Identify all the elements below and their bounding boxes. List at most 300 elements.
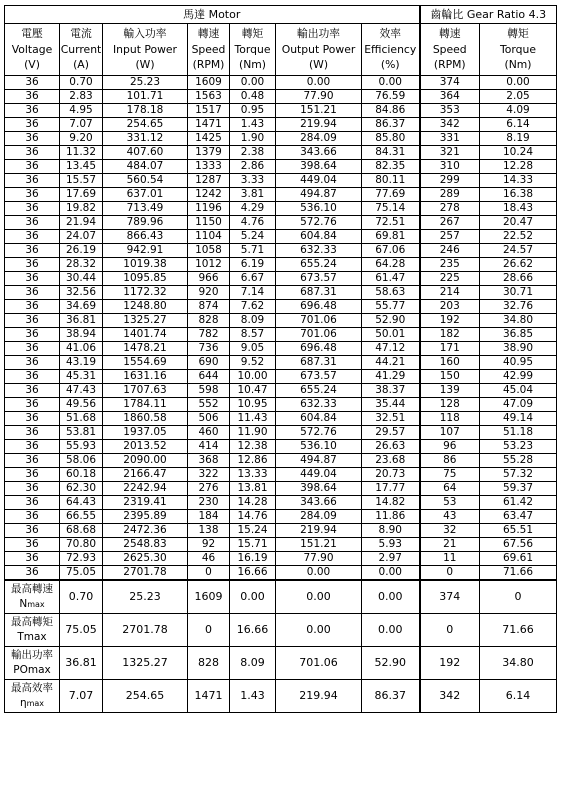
summary-label <box>5 614 60 647</box>
header-line: (A) <box>73 58 89 72</box>
cell-gear-speed: 107 <box>420 426 480 440</box>
cell-gear-torque: 71.66 <box>480 566 557 581</box>
table-row <box>5 482 557 496</box>
cell-output-power: 219.94 <box>276 524 362 538</box>
cell-efficiency: 86.37 <box>362 118 420 132</box>
cell-gear-speed: 11 <box>420 552 480 566</box>
cell-current: 72.93 <box>60 552 103 566</box>
table-row <box>5 356 557 370</box>
cell-voltage: 36 <box>5 370 60 384</box>
cell-torque: 6.19 <box>230 258 276 272</box>
cell-input-power: 2395.89 <box>103 510 188 524</box>
header-line: 轉矩 <box>507 27 529 41</box>
cell-gear-speed: 364 <box>420 90 480 104</box>
cell-voltage: 36 <box>5 132 60 146</box>
cell-gear-speed: 96 <box>420 440 480 454</box>
cell-input-power: 942.91 <box>103 244 188 258</box>
cell-gear-torque: 61.42 <box>480 496 557 510</box>
cell-efficiency: 0.00 <box>362 76 420 90</box>
cell-torque: 0.00 <box>230 76 276 90</box>
summary-cell-output-power: 701.06 <box>276 647 362 680</box>
cell-gear-torque: 55.28 <box>480 454 557 468</box>
cell-current: 51.68 <box>60 412 103 426</box>
cell-efficiency: 0.00 <box>362 566 420 581</box>
cell-voltage: 36 <box>5 412 60 426</box>
cell-gear-speed: 53 <box>420 496 480 510</box>
header-line: Input Power <box>112 42 178 56</box>
cell-current: 26.19 <box>60 244 103 258</box>
cell-input-power: 2319.41 <box>103 496 188 510</box>
cell-current: 43.19 <box>60 356 103 370</box>
cell-input-power: 1248.80 <box>103 300 188 314</box>
cell-gear-speed: 128 <box>420 398 480 412</box>
cell-speed: 138 <box>188 524 230 538</box>
cell-torque: 16.66 <box>230 566 276 581</box>
table-row <box>5 384 557 398</box>
summary-row <box>5 580 557 614</box>
cell-output-power: 284.09 <box>276 132 362 146</box>
cell-gear-torque: 2.05 <box>480 90 557 104</box>
header-gear-torque <box>480 24 557 76</box>
cell-voltage: 36 <box>5 482 60 496</box>
cell-input-power: 1172.32 <box>103 286 188 300</box>
cell-output-power: 572.76 <box>276 216 362 230</box>
cell-input-power: 560.54 <box>103 174 188 188</box>
cell-torque: 9.52 <box>230 356 276 370</box>
cell-efficiency: 41.29 <box>362 370 420 384</box>
cell-input-power: 1095.85 <box>103 272 188 286</box>
cell-output-power: 632.33 <box>276 398 362 412</box>
cell-input-power: 2701.78 <box>103 566 188 581</box>
cell-input-power: 1325.27 <box>103 314 188 328</box>
cell-voltage: 36 <box>5 272 60 286</box>
cell-gear-torque: 20.47 <box>480 216 557 230</box>
cell-current: 7.07 <box>60 118 103 132</box>
cell-current: 34.69 <box>60 300 103 314</box>
cell-torque: 3.33 <box>230 174 276 188</box>
cell-gear-torque: 34.80 <box>480 314 557 328</box>
cell-gear-speed: 214 <box>420 286 480 300</box>
cell-voltage: 36 <box>5 216 60 230</box>
cell-efficiency: 75.14 <box>362 202 420 216</box>
cell-speed: 1425 <box>188 132 230 146</box>
cell-input-power: 2090.00 <box>103 454 188 468</box>
header-voltage <box>5 24 60 76</box>
cell-output-power: 701.06 <box>276 314 362 328</box>
summary-label <box>5 647 60 680</box>
table-row <box>5 566 557 581</box>
cell-speed: 46 <box>188 552 230 566</box>
cell-current: 30.44 <box>60 272 103 286</box>
summary-cell-gear-speed: 192 <box>420 647 480 680</box>
cell-gear-torque: 32.76 <box>480 300 557 314</box>
cell-speed: 736 <box>188 342 230 356</box>
cell-gear-torque: 63.47 <box>480 510 557 524</box>
table-row <box>5 118 557 132</box>
cell-torque: 5.24 <box>230 230 276 244</box>
cell-torque: 3.81 <box>230 188 276 202</box>
cell-voltage: 36 <box>5 244 60 258</box>
cell-torque: 11.90 <box>230 426 276 440</box>
cell-current: 38.94 <box>60 328 103 342</box>
cell-input-power: 407.60 <box>103 146 188 160</box>
cell-input-power: 1860.58 <box>103 412 188 426</box>
cell-output-power: 673.57 <box>276 370 362 384</box>
header-line: (Nm) <box>238 58 267 72</box>
cell-input-power: 1019.38 <box>103 258 188 272</box>
cell-efficiency: 17.77 <box>362 482 420 496</box>
cell-output-power: 687.31 <box>276 286 362 300</box>
header-line: Speed <box>191 42 226 56</box>
cell-gear-torque: 22.52 <box>480 230 557 244</box>
cell-efficiency: 8.90 <box>362 524 420 538</box>
header-speed <box>188 24 230 76</box>
cell-output-power: 343.66 <box>276 496 362 510</box>
cell-output-power: 77.90 <box>276 90 362 104</box>
cell-output-power: 687.31 <box>276 356 362 370</box>
cell-input-power: 484.07 <box>103 160 188 174</box>
summary-symbol-subscript: max <box>26 699 45 708</box>
cell-output-power: 572.76 <box>276 426 362 440</box>
table-row <box>5 202 557 216</box>
cell-efficiency: 67.06 <box>362 244 420 258</box>
cell-speed: 1287 <box>188 174 230 188</box>
cell-gear-torque: 69.61 <box>480 552 557 566</box>
cell-speed: 966 <box>188 272 230 286</box>
summary-row <box>5 647 557 680</box>
cell-output-power: 219.94 <box>276 118 362 132</box>
cell-output-power: 536.10 <box>276 202 362 216</box>
cell-efficiency: 80.11 <box>362 174 420 188</box>
table-row <box>5 300 557 314</box>
header-line: 轉速 <box>197 27 220 41</box>
summary-symbol-subscript: max <box>27 600 45 609</box>
table-row <box>5 104 557 118</box>
cell-output-power: 696.48 <box>276 342 362 356</box>
cell-gear-torque: 40.95 <box>480 356 557 370</box>
cell-input-power: 2472.36 <box>103 524 188 538</box>
cell-gear-torque: 51.18 <box>480 426 557 440</box>
cell-gear-speed: 289 <box>420 188 480 202</box>
summary-cell-input-power: 2701.78 <box>103 614 188 647</box>
cell-speed: 414 <box>188 440 230 454</box>
cell-voltage: 36 <box>5 286 60 300</box>
cell-current: 9.20 <box>60 132 103 146</box>
cell-gear-torque: 14.33 <box>480 174 557 188</box>
cell-output-power: 494.87 <box>276 188 362 202</box>
cell-gear-speed: 118 <box>420 412 480 426</box>
cell-gear-speed: 331 <box>420 132 480 146</box>
cell-gear-torque: 36.85 <box>480 328 557 342</box>
header-line: (V) <box>24 58 40 72</box>
cell-gear-speed: 139 <box>420 384 480 398</box>
cell-efficiency: 29.57 <box>362 426 420 440</box>
cell-gear-torque: 26.62 <box>480 258 557 272</box>
summary-cell-gear-torque: 6.14 <box>480 680 557 713</box>
summary-cell-speed: 828 <box>188 647 230 680</box>
header-input-power <box>103 24 188 76</box>
cell-gear-torque: 67.56 <box>480 538 557 552</box>
cell-voltage: 36 <box>5 76 60 90</box>
cell-gear-torque: 0.00 <box>480 76 557 90</box>
cell-torque: 15.24 <box>230 524 276 538</box>
cell-gear-speed: 342 <box>420 118 480 132</box>
header-output-power <box>276 24 362 76</box>
table-row <box>5 146 557 160</box>
cell-gear-torque: 45.04 <box>480 384 557 398</box>
cell-torque: 13.33 <box>230 468 276 482</box>
cell-current: 53.81 <box>60 426 103 440</box>
summary-row <box>5 614 557 647</box>
cell-gear-speed: 150 <box>420 370 480 384</box>
summary-symbol: POmax <box>13 664 51 676</box>
summary-cell-speed: 1609 <box>188 580 230 614</box>
summary-cell-efficiency: 86.37 <box>362 680 420 713</box>
cell-current: 55.93 <box>60 440 103 454</box>
cell-gear-torque: 57.32 <box>480 468 557 482</box>
cell-speed: 0 <box>188 566 230 581</box>
cell-current: 68.68 <box>60 524 103 538</box>
cell-voltage: 36 <box>5 174 60 188</box>
cell-voltage: 36 <box>5 104 60 118</box>
summary-cell-efficiency: 0.00 <box>362 614 420 647</box>
cell-torque: 10.95 <box>230 398 276 412</box>
cell-voltage: 36 <box>5 524 60 538</box>
summary-label-zh: 最高轉速 <box>11 583 53 595</box>
cell-gear-torque: 12.28 <box>480 160 557 174</box>
cell-speed: 368 <box>188 454 230 468</box>
cell-efficiency: 72.51 <box>362 216 420 230</box>
header-current <box>60 24 103 76</box>
header-gear-speed <box>420 24 480 76</box>
cell-speed: 782 <box>188 328 230 342</box>
cell-gear-speed: 257 <box>420 230 480 244</box>
summary-label-zh: 最高轉矩 <box>11 616 53 628</box>
cell-current: 11.32 <box>60 146 103 160</box>
header-efficiency <box>362 24 420 76</box>
cell-torque: 2.86 <box>230 160 276 174</box>
cell-gear-speed: 86 <box>420 454 480 468</box>
summary-cell-gear-torque: 71.66 <box>480 614 557 647</box>
cell-speed: 184 <box>188 510 230 524</box>
cell-gear-torque: 28.66 <box>480 272 557 286</box>
table-row <box>5 412 557 426</box>
cell-output-power: 449.04 <box>276 468 362 482</box>
header-line: 電壓 <box>21 27 43 41</box>
table-row <box>5 468 557 482</box>
cell-speed: 1517 <box>188 104 230 118</box>
summary-cell-gear-torque: 34.80 <box>480 647 557 680</box>
cell-gear-torque: 16.38 <box>480 188 557 202</box>
cell-output-power: 604.84 <box>276 230 362 244</box>
summary-cell-torque: 0.00 <box>230 580 276 614</box>
cell-current: 47.43 <box>60 384 103 398</box>
cell-output-power: 284.09 <box>276 510 362 524</box>
cell-gear-speed: 75 <box>420 468 480 482</box>
header-torque <box>230 24 276 76</box>
cell-efficiency: 77.69 <box>362 188 420 202</box>
cell-speed: 1012 <box>188 258 230 272</box>
cell-torque: 5.71 <box>230 244 276 258</box>
cell-efficiency: 85.80 <box>362 132 420 146</box>
header-line: 輸入功率 <box>123 27 167 41</box>
cell-efficiency: 32.51 <box>362 412 420 426</box>
cell-torque: 11.43 <box>230 412 276 426</box>
cell-speed: 690 <box>188 356 230 370</box>
header-line: Output Power <box>281 42 356 56</box>
cell-efficiency: 38.37 <box>362 384 420 398</box>
cell-speed: 920 <box>188 286 230 300</box>
cell-speed: 1104 <box>188 230 230 244</box>
cell-input-power: 2548.83 <box>103 538 188 552</box>
cell-gear-torque: 18.43 <box>480 202 557 216</box>
cell-output-power: 151.21 <box>276 104 362 118</box>
cell-input-power: 1401.74 <box>103 328 188 342</box>
cell-speed: 1196 <box>188 202 230 216</box>
table-row <box>5 370 557 384</box>
summary-cell-input-power: 25.23 <box>103 580 188 614</box>
summary-cell-speed: 0 <box>188 614 230 647</box>
cell-speed: 1058 <box>188 244 230 258</box>
cell-voltage: 36 <box>5 160 60 174</box>
cell-speed: 230 <box>188 496 230 510</box>
summary-cell-efficiency: 52.90 <box>362 647 420 680</box>
cell-input-power: 178.18 <box>103 104 188 118</box>
cell-voltage: 36 <box>5 90 60 104</box>
summary-cell-output-power: 0.00 <box>276 580 362 614</box>
summary-cell-efficiency: 0.00 <box>362 580 420 614</box>
header-line: Torque <box>500 42 536 56</box>
cell-efficiency: 26.63 <box>362 440 420 454</box>
cell-efficiency: 69.81 <box>362 230 420 244</box>
cell-gear-speed: 182 <box>420 328 480 342</box>
table-row <box>5 76 557 90</box>
cell-input-power: 789.96 <box>103 216 188 230</box>
cell-efficiency: 64.28 <box>362 258 420 272</box>
cell-gear-speed: 32 <box>420 524 480 538</box>
cell-voltage: 36 <box>5 566 60 581</box>
cell-speed: 874 <box>188 300 230 314</box>
header-line: (RPM) <box>192 58 225 72</box>
cell-input-power: 1554.69 <box>103 356 188 370</box>
cell-torque: 8.09 <box>230 314 276 328</box>
summary-symbol: η <box>19 697 27 709</box>
cell-torque: 2.38 <box>230 146 276 160</box>
cell-torque: 16.19 <box>230 552 276 566</box>
cell-gear-speed: 299 <box>420 174 480 188</box>
cell-voltage: 36 <box>5 230 60 244</box>
cell-speed: 92 <box>188 538 230 552</box>
cell-current: 28.32 <box>60 258 103 272</box>
cell-gear-torque: 6.14 <box>480 118 557 132</box>
cell-current: 17.69 <box>60 188 103 202</box>
cell-current: 58.06 <box>60 454 103 468</box>
cell-output-power: 343.66 <box>276 146 362 160</box>
cell-speed: 460 <box>188 426 230 440</box>
cell-torque: 10.47 <box>230 384 276 398</box>
cell-gear-torque: 53.23 <box>480 440 557 454</box>
cell-gear-torque: 4.09 <box>480 104 557 118</box>
cell-output-power: 701.06 <box>276 328 362 342</box>
table-row <box>5 286 557 300</box>
cell-output-power: 449.04 <box>276 174 362 188</box>
cell-efficiency: 47.12 <box>362 342 420 356</box>
cell-voltage: 36 <box>5 342 60 356</box>
cell-efficiency: 23.68 <box>362 454 420 468</box>
cell-torque: 6.67 <box>230 272 276 286</box>
cell-gear-torque: 59.37 <box>480 482 557 496</box>
motor-title: 馬達 Motor <box>5 6 420 24</box>
cell-input-power: 331.12 <box>103 132 188 146</box>
cell-input-power: 2013.52 <box>103 440 188 454</box>
table-row <box>5 272 557 286</box>
cell-gear-speed: 171 <box>420 342 480 356</box>
cell-efficiency: 84.31 <box>362 146 420 160</box>
cell-speed: 828 <box>188 314 230 328</box>
cell-efficiency: 52.90 <box>362 314 420 328</box>
cell-gear-speed: 225 <box>420 272 480 286</box>
cell-gear-speed: 267 <box>420 216 480 230</box>
summary-row <box>5 680 557 713</box>
table-row <box>5 440 557 454</box>
cell-current: 21.94 <box>60 216 103 230</box>
cell-torque: 0.48 <box>230 90 276 104</box>
cell-output-power: 494.87 <box>276 454 362 468</box>
cell-input-power: 1631.16 <box>103 370 188 384</box>
cell-voltage: 36 <box>5 202 60 216</box>
cell-gear-torque: 65.51 <box>480 524 557 538</box>
cell-current: 62.30 <box>60 482 103 496</box>
summary-symbol: Tmax <box>17 631 47 643</box>
table-row <box>5 328 557 342</box>
cell-torque: 14.28 <box>230 496 276 510</box>
cell-gear-speed: 374 <box>420 76 480 90</box>
header-line: (W) <box>308 58 329 72</box>
cell-gear-torque: 49.14 <box>480 412 557 426</box>
cell-efficiency: 11.86 <box>362 510 420 524</box>
header-line: 轉速 <box>438 27 461 41</box>
cell-torque: 4.76 <box>230 216 276 230</box>
cell-current: 2.83 <box>60 90 103 104</box>
cell-voltage: 36 <box>5 538 60 552</box>
summary-cell-gear-speed: 342 <box>420 680 480 713</box>
cell-gear-speed: 43 <box>420 510 480 524</box>
cell-voltage: 36 <box>5 468 60 482</box>
header-line: (RPM) <box>433 58 466 72</box>
cell-efficiency: 58.63 <box>362 286 420 300</box>
cell-voltage: 36 <box>5 496 60 510</box>
cell-gear-speed: 246 <box>420 244 480 258</box>
cell-input-power: 637.01 <box>103 188 188 202</box>
cell-torque: 4.29 <box>230 202 276 216</box>
summary-cell-current: 0.70 <box>60 580 103 614</box>
cell-voltage: 36 <box>5 328 60 342</box>
cell-voltage: 36 <box>5 440 60 454</box>
cell-speed: 1379 <box>188 146 230 160</box>
cell-torque: 1.90 <box>230 132 276 146</box>
table-row <box>5 342 557 356</box>
cell-speed: 1333 <box>188 160 230 174</box>
table-row <box>5 398 557 412</box>
summary-symbol: N <box>19 598 28 610</box>
cell-output-power: 655.24 <box>276 258 362 272</box>
cell-input-power: 101.71 <box>103 90 188 104</box>
cell-input-power: 25.23 <box>103 76 188 90</box>
cell-efficiency: 5.93 <box>362 538 420 552</box>
cell-gear-torque: 8.19 <box>480 132 557 146</box>
cell-torque: 1.43 <box>230 118 276 132</box>
header-line: Efficiency <box>364 42 417 56</box>
